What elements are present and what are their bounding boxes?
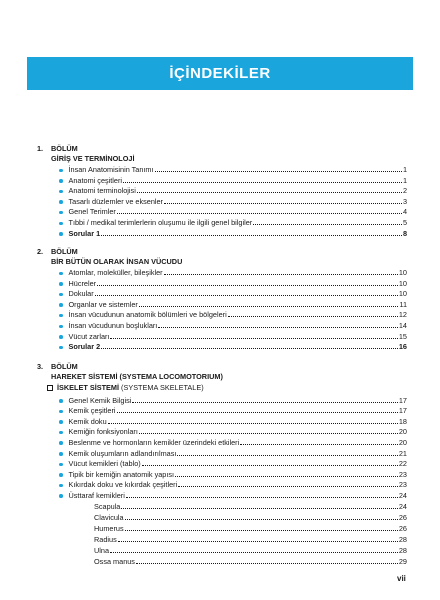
entry-label: Tipik bir kemiğin anatomik yapısı [68, 469, 175, 479]
entry-page-number: 29 [398, 557, 407, 566]
entry-page-number: 18 [398, 416, 407, 426]
entry-page-number: 14 [398, 321, 407, 330]
entry-page-number: 16 [398, 342, 407, 352]
entry-page-number: 10 [398, 268, 407, 277]
toc-entry[interactable] [59, 300, 407, 309]
entry-page-number: 28 [398, 535, 407, 544]
entry-label: Ossa manus [94, 557, 135, 566]
section-number: 3. [37, 362, 44, 371]
dot-leader [240, 444, 398, 445]
entry-page-number: 10 [398, 289, 407, 299]
entry-label: Vücut zarları [68, 331, 110, 341]
entry-label: Tasarlı düzlemler ve eksenler [68, 196, 163, 206]
entry-page-number: 21 [398, 448, 407, 458]
section-heading [37, 362, 78, 371]
bullet-icon [59, 346, 63, 350]
bullet-icon [59, 410, 63, 414]
toc-entry[interactable] [59, 176, 407, 185]
entry-label: İnsan vücudunun boşlukları [68, 321, 158, 330]
entry-page-number: 10 [398, 278, 407, 288]
dot-leader [97, 285, 398, 286]
bullet-icon [59, 399, 63, 403]
toc-entry[interactable] [59, 459, 407, 468]
toc-subentry[interactable] [94, 535, 407, 544]
toc-subentry[interactable] [94, 557, 407, 566]
toc-entry[interactable] [59, 289, 407, 298]
entry-label: Kemik doku [68, 416, 107, 426]
toc-entry[interactable] [59, 449, 407, 458]
toc-entry[interactable] [59, 438, 407, 447]
entry-page-number: 1 [402, 175, 407, 185]
entry-label: Hücreler [68, 278, 97, 288]
bullet-icon [59, 452, 63, 456]
toc-entry[interactable] [59, 470, 407, 479]
entry-label: Humerus [94, 524, 124, 533]
dot-leader [155, 171, 402, 172]
bullet-icon [59, 179, 63, 183]
entry-page-number: 24 [398, 490, 407, 500]
subsection-subtitle: (SYSTEMA SKELETALE) [121, 383, 204, 392]
dot-leader [125, 519, 398, 520]
section-label: BÖLÜM [51, 247, 78, 256]
bullet-icon [59, 463, 63, 467]
dot-leader [125, 530, 398, 531]
bullet-icon [59, 272, 63, 276]
toc-entry[interactable] [59, 310, 407, 319]
toc-subentry[interactable] [94, 513, 407, 522]
subsection-title-text: İSKELET SİSTEMİ [57, 383, 120, 392]
entry-page-number: 3 [402, 196, 407, 206]
bullet-icon [59, 473, 63, 477]
entry-label: İnsan vücudunun anatomik bölümleri ve bölgeleri [68, 310, 227, 320]
toc-entry[interactable] [59, 491, 407, 500]
toc-entry[interactable] [59, 321, 407, 330]
page-number: vii [397, 574, 406, 583]
entry-label: Sorular 2 [68, 342, 101, 352]
entry-label: Dokular [68, 289, 94, 299]
entry-page-number: 2 [402, 186, 407, 196]
dot-leader [164, 203, 402, 204]
entry-label: Kemik çeşitleri [68, 406, 116, 416]
dot-leader [110, 552, 398, 553]
entry-label: Atomlar, moleküller, bileşikler [68, 268, 163, 277]
entry-label: Scapula [94, 502, 121, 511]
entry-page-number: 26 [398, 524, 407, 533]
dot-leader [126, 497, 398, 498]
entry-page-number: 4 [402, 207, 407, 217]
toc-entry[interactable] [59, 480, 407, 489]
toc-entry[interactable] [59, 332, 407, 341]
entry-page-number: 17 [398, 395, 407, 405]
dot-leader [117, 412, 398, 413]
entry-label: Genel Kemik Bilgisi [68, 395, 132, 405]
toc-entry[interactable] [59, 268, 407, 277]
dot-leader [137, 192, 402, 193]
section-heading [37, 144, 78, 153]
bullet-icon [59, 303, 63, 307]
dot-leader [228, 316, 398, 317]
entry-page-number: 15 [398, 331, 407, 341]
bullet-icon [59, 232, 63, 236]
entry-label: Anatomi terminolojisi [68, 186, 136, 196]
bullet-icon [59, 431, 63, 435]
entry-label: Sorular 1 [68, 228, 101, 238]
toc-entry[interactable] [59, 279, 407, 288]
section-title: BİR BÜTÜN OLARAK İNSAN VÜCUDU [51, 256, 183, 266]
toc-subentry[interactable] [94, 524, 407, 533]
bullet-icon [59, 190, 63, 194]
subsection-title [47, 383, 204, 392]
bullet-icon [59, 420, 63, 424]
bullet-icon [59, 169, 63, 173]
entry-page-number: 11 [399, 299, 407, 309]
entry-label: Clavicula [94, 513, 124, 522]
dot-leader [123, 182, 402, 183]
entry-page-number: 22 [398, 459, 407, 469]
section-title: GİRİŞ VE TERMİNOLOJİ [51, 153, 135, 163]
entry-page-number: 26 [398, 513, 407, 522]
entry-page-number: 28 [398, 546, 407, 555]
dot-leader [101, 348, 398, 349]
toc-entry[interactable] [59, 186, 407, 195]
entry-page-number: 5 [402, 218, 407, 227]
toc-subentry[interactable] [94, 502, 407, 511]
dot-leader [177, 455, 398, 456]
bullet-icon [59, 314, 63, 318]
section-label: BÖLÜM [51, 362, 78, 371]
dot-leader [178, 486, 398, 487]
dot-leader [158, 327, 398, 328]
toc-entry[interactable] [59, 427, 407, 436]
dot-leader [121, 508, 398, 509]
toc-entry[interactable] [59, 197, 407, 206]
dot-leader [136, 563, 398, 564]
toc-entry[interactable] [59, 218, 407, 227]
dot-leader [253, 224, 402, 225]
entry-label: Beslenme ve hormonların kemikler üzerindeki etkileri [68, 437, 240, 447]
section-number: 1. [37, 144, 44, 153]
entry-label: Tıbbi / medikal terimlerlerin oluşumu ile ilgili genel bilgiler [68, 218, 253, 227]
toc-entry[interactable] [59, 417, 407, 426]
entry-page-number: 23 [398, 469, 407, 479]
bullet-icon [59, 335, 63, 339]
dot-leader [175, 476, 398, 477]
entry-page-number: 8 [402, 228, 407, 238]
toc-entry[interactable] [59, 207, 407, 216]
section-number: 2. [37, 247, 44, 256]
toc-subentry[interactable] [94, 546, 407, 555]
section-title: HAREKET SİSTEMİ (SYSTEMA LOCOMOTORIUM) [51, 371, 223, 381]
entry-label: Vücut kemikleri (tablo) [68, 459, 141, 469]
toc-entry[interactable] [59, 406, 407, 415]
dot-leader [101, 235, 402, 236]
entry-page-number: 20 [398, 427, 407, 437]
entry-page-number: 20 [398, 437, 407, 447]
bullet-icon [59, 200, 63, 204]
entry-label: Üsttaraf kemikleri [68, 490, 125, 500]
entry-page-number: 23 [398, 480, 407, 490]
bullet-icon [59, 325, 63, 329]
entry-label: Kıkırdak doku ve kıkırdak çeşitleri [68, 480, 178, 490]
entry-label: Ulna [94, 546, 110, 555]
toc-entry[interactable] [59, 165, 407, 174]
page-title: İÇİNDEKİLER [169, 65, 271, 82]
entry-page-number: 12 [398, 310, 407, 320]
dot-leader [142, 465, 398, 466]
entry-page-number: 1 [402, 165, 407, 174]
page-title-banner [27, 57, 413, 90]
section-heading [37, 247, 78, 256]
dot-leader [95, 295, 398, 296]
bullet-icon [59, 293, 63, 297]
entry-label: Organlar ve sistemler [68, 299, 138, 309]
entry-label: Radius [94, 535, 117, 544]
bullet-icon [59, 222, 63, 226]
bullet-icon [59, 211, 63, 215]
entry-label: Kemik oluşumların adlandırılması [68, 448, 177, 458]
dot-leader [132, 402, 398, 403]
bullet-icon [59, 441, 63, 445]
section-label: BÖLÜM [51, 144, 78, 153]
entry-page-number: 24 [398, 502, 407, 511]
dot-leader [110, 338, 397, 339]
dot-leader [117, 213, 402, 214]
dot-leader [164, 274, 398, 275]
entry-label: Anatomi çeşitleri [68, 175, 123, 185]
toc-entry[interactable] [59, 342, 407, 351]
toc-entry[interactable] [59, 229, 407, 238]
toc-entry[interactable] [59, 396, 407, 405]
dot-leader [139, 306, 399, 307]
dot-leader [108, 423, 398, 424]
dot-leader [118, 541, 398, 542]
dot-leader [139, 433, 398, 434]
bullet-icon [59, 282, 63, 286]
bullet-icon [59, 484, 63, 488]
entry-page-number: 17 [398, 406, 407, 416]
checkbox-square-icon [47, 385, 53, 391]
entry-label: Kemiğin fonksiyonları [68, 427, 138, 437]
entry-label: İnsan Anatomisinin Tanımı [68, 165, 154, 174]
entry-label: Genel Terimler [68, 207, 116, 217]
bullet-icon [59, 494, 63, 498]
